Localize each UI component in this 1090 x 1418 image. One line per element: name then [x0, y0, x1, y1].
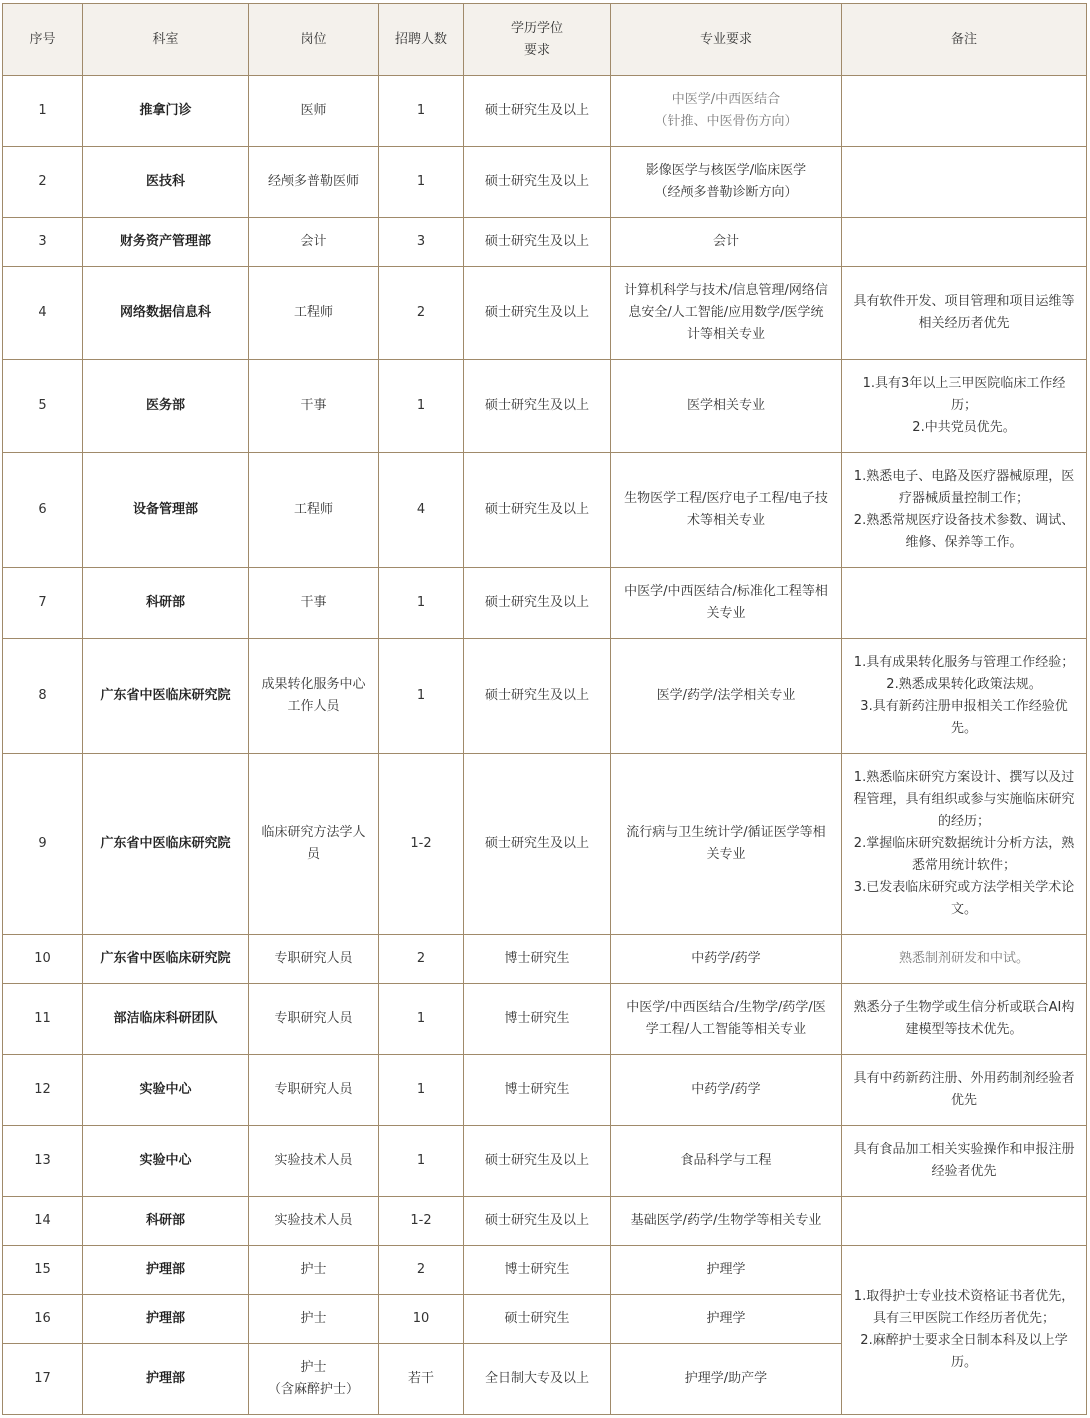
cell-edu: 博士研究生	[464, 1246, 611, 1295]
cell-edu: 博士研究生	[464, 935, 611, 984]
cell-post	[249, 935, 379, 984]
cell-note-line: 1.熟悉电子、电路及医疗器械原理，医	[853, 469, 1075, 484]
cell-post	[249, 1126, 379, 1197]
cell-major-line: 流行病与卫生统计学/循证医学等相	[626, 825, 826, 840]
cell-major	[611, 1126, 842, 1197]
cell-post-line: 会计	[300, 234, 327, 249]
cell-no: 9	[3, 754, 83, 935]
cell-note	[842, 639, 1087, 754]
header-no: 序号	[3, 4, 83, 76]
cell-note-line: 的经历；	[937, 814, 990, 829]
cell-post-line: 医师	[300, 103, 327, 118]
cell-no: 4	[3, 267, 83, 360]
table-row	[3, 76, 1087, 147]
cell-count: 1	[379, 568, 464, 639]
table-row	[3, 1055, 1087, 1126]
cell-no: 14	[3, 1197, 83, 1246]
table-row	[3, 639, 1087, 754]
cell-count: 1-2	[379, 754, 464, 935]
cell-edu: 硕士研究生及以上	[464, 267, 611, 360]
cell-note-line: 2.中共党员优先。	[912, 420, 1016, 435]
cell-major	[611, 1344, 842, 1415]
cell-note-line: 历。	[950, 1355, 977, 1370]
cell-post-line: （含麻醉护士）	[267, 1382, 359, 1397]
table-row	[3, 1246, 1087, 1295]
cell-major	[611, 267, 842, 360]
cell-no: 12	[3, 1055, 83, 1126]
cell-dept: 护理部	[83, 1246, 249, 1295]
cell-post-line: 工程师	[293, 305, 333, 320]
recruitment-table	[2, 3, 1087, 1415]
cell-post	[249, 568, 379, 639]
cell-post-line: 经颅多普勒医师	[267, 174, 359, 189]
cell-note	[842, 453, 1087, 568]
cell-edu: 硕士研究生及以上	[464, 1197, 611, 1246]
cell-no: 15	[3, 1246, 83, 1295]
cell-note	[842, 754, 1087, 935]
cell-major-line: 护理学/助产学	[684, 1371, 768, 1386]
cell-note	[842, 568, 1087, 639]
header-post: 岗位	[249, 4, 379, 76]
cell-note-line: 具有三甲医院工作经历者优先；	[872, 1311, 1055, 1326]
cell-major	[611, 639, 842, 754]
cell-post	[249, 218, 379, 267]
cell-count: 3	[379, 218, 464, 267]
cell-count: 1	[379, 984, 464, 1055]
table-header-row	[3, 4, 1087, 76]
cell-major	[611, 1246, 842, 1295]
cell-major-line: 中医学/中西医结合	[671, 92, 781, 107]
cell-major	[611, 76, 842, 147]
cell-note-line: 1.具有3年以上三甲医院临床工作经	[862, 376, 1066, 391]
cell-edu: 全日制大专及以上	[464, 1344, 611, 1415]
cell-major-line: 中药学/药学	[691, 951, 761, 966]
cell-note-line: 3.具有新药注册申报相关工作经验优	[860, 699, 1068, 714]
cell-note-line: 2.熟悉常规医疗设备技术参数、调试、	[853, 513, 1075, 528]
cell-post-line: 实验技术人员	[274, 1213, 353, 1228]
cell-edu: 硕士研究生及以上	[464, 360, 611, 453]
cell-note-line: 1.取得护士专业技术资格证书者优先，	[853, 1289, 1075, 1304]
cell-post-line: 护士	[300, 1311, 327, 1326]
cell-major	[611, 754, 842, 935]
cell-note-line: 3.已发表临床研究或方法学相关学术论	[853, 880, 1075, 895]
cell-note-line: 熟悉分子生物学或生信分析或联合AI构	[853, 1000, 1075, 1015]
cell-note-line: 文。	[950, 902, 977, 917]
cell-note-line: 熟悉制剂研发和中试。	[898, 951, 1029, 966]
cell-dept: 部洁临床科研团队	[83, 984, 249, 1055]
cell-note	[842, 76, 1087, 147]
cell-major	[611, 360, 842, 453]
cell-note-line: 1.熟悉临床研究方案设计、撰写以及过	[853, 770, 1075, 785]
cell-note-line: 2.熟悉成果转化政策法规。	[886, 677, 1042, 692]
cell-note-line: 具有中药新药注册、外用药制剂经验者	[853, 1071, 1075, 1086]
cell-major-line: 生物医学工程/医疗电子工程/电子技	[624, 491, 828, 506]
cell-dept: 设备管理部	[83, 453, 249, 568]
cell-post-line: 临床研究方法学人	[261, 825, 366, 840]
cell-note-line: 建模型等技术优先。	[905, 1022, 1023, 1037]
cell-note-line: 具有食品加工相关实验操作和申报注册	[853, 1142, 1075, 1157]
cell-edu: 硕士研究生及以上	[464, 76, 611, 147]
cell-note-line: 优先	[950, 1093, 977, 1108]
cell-post	[249, 984, 379, 1055]
cell-count: 1	[379, 639, 464, 754]
cell-note-nursing	[842, 1246, 1087, 1415]
cell-note	[842, 218, 1087, 267]
cell-post-line: 工程师	[293, 502, 333, 517]
cell-dept: 财务资产管理部	[83, 218, 249, 267]
header-edu-line: 要求	[523, 42, 550, 58]
cell-note	[842, 360, 1087, 453]
cell-note	[842, 1197, 1087, 1246]
table-row	[3, 147, 1087, 218]
cell-major-line: 中药学/药学	[691, 1082, 761, 1097]
table-row	[3, 218, 1087, 267]
header-dept: 科室	[83, 4, 249, 76]
cell-no: 11	[3, 984, 83, 1055]
cell-post-line: 员	[306, 847, 320, 862]
table-row	[3, 360, 1087, 453]
cell-count: 10	[379, 1295, 464, 1344]
cell-no: 3	[3, 218, 83, 267]
cell-dept: 护理部	[83, 1295, 249, 1344]
cell-post	[249, 1344, 379, 1415]
cell-edu: 硕士研究生及以上	[464, 639, 611, 754]
cell-note-line: 疗器械质量控制工作；	[898, 491, 1029, 506]
cell-major-line: （针推、中医骨伤方向）	[654, 114, 798, 129]
cell-dept: 实验中心	[83, 1126, 249, 1197]
cell-note-line: 相关经历者优先	[918, 316, 1010, 331]
cell-no: 7	[3, 568, 83, 639]
cell-no: 16	[3, 1295, 83, 1344]
cell-count: 1	[379, 360, 464, 453]
cell-edu: 硕士研究生	[464, 1295, 611, 1344]
cell-major-line: 息安全/人工智能/应用数学/医学统	[628, 305, 824, 320]
cell-no: 6	[3, 453, 83, 568]
header-edu	[464, 4, 611, 76]
cell-note-line: 程管理，具有组织或参与实施临床研究	[853, 792, 1075, 807]
cell-major-line: 会计	[712, 234, 739, 249]
cell-edu: 硕士研究生及以上	[464, 453, 611, 568]
cell-no: 13	[3, 1126, 83, 1197]
cell-dept: 广东省中医临床研究院	[83, 935, 249, 984]
cell-dept: 网络数据信息科	[83, 267, 249, 360]
cell-major-line: 护理学	[706, 1262, 746, 1277]
cell-post-line: 专职研究人员	[274, 1082, 353, 1097]
cell-major	[611, 1295, 842, 1344]
cell-post	[249, 76, 379, 147]
cell-edu: 硕士研究生及以上	[464, 568, 611, 639]
cell-dept: 实验中心	[83, 1055, 249, 1126]
cell-no: 1	[3, 76, 83, 147]
cell-post-line: 实验技术人员	[274, 1153, 353, 1168]
cell-post	[249, 1295, 379, 1344]
cell-major-line: 关专业	[706, 847, 746, 862]
table-row	[3, 1197, 1087, 1246]
cell-edu: 博士研究生	[464, 984, 611, 1055]
cell-major-line: （经颅多普勒诊断方向）	[654, 185, 798, 200]
cell-post-line: 工作人员	[287, 699, 340, 714]
cell-major	[611, 147, 842, 218]
cell-post-line: 专职研究人员	[274, 1011, 353, 1026]
cell-dept: 科研部	[83, 1197, 249, 1246]
cell-major	[611, 984, 842, 1055]
table-row	[3, 568, 1087, 639]
cell-post	[249, 754, 379, 935]
cell-note-line: 历；	[950, 398, 977, 413]
cell-dept: 科研部	[83, 568, 249, 639]
cell-major	[611, 568, 842, 639]
cell-edu: 硕士研究生及以上	[464, 754, 611, 935]
cell-count: 2	[379, 267, 464, 360]
table-row	[3, 754, 1087, 935]
cell-dept: 广东省中医临床研究院	[83, 639, 249, 754]
cell-no: 10	[3, 935, 83, 984]
cell-note-line: 经验者优先	[931, 1164, 997, 1179]
cell-post-line: 护士	[300, 1262, 327, 1277]
cell-count: 4	[379, 453, 464, 568]
cell-dept: 护理部	[83, 1344, 249, 1415]
cell-post-line: 干事	[300, 595, 327, 610]
cell-major-line: 医学相关专业	[686, 398, 765, 413]
cell-count: 1	[379, 1055, 464, 1126]
table-row	[3, 935, 1087, 984]
table-row	[3, 267, 1087, 360]
header-edu-line: 学历学位	[510, 20, 563, 36]
cell-count: 1	[379, 76, 464, 147]
cell-post	[249, 147, 379, 218]
cell-count: 1	[379, 1126, 464, 1197]
cell-post	[249, 639, 379, 754]
cell-edu: 博士研究生	[464, 1055, 611, 1126]
cell-count: 若干	[379, 1344, 464, 1415]
cell-major-line: 护理学	[706, 1311, 746, 1326]
cell-major-line: 中医学/中西医结合/生物学/药学/医	[626, 1000, 826, 1015]
cell-note	[842, 267, 1087, 360]
cell-major-line: 医学/药学/法学相关专业	[656, 688, 796, 703]
cell-post-line: 护士	[300, 1360, 327, 1375]
cell-note-line: 1.具有成果转化服务与管理工作经验；	[853, 655, 1075, 670]
cell-post	[249, 1197, 379, 1246]
cell-no: 5	[3, 360, 83, 453]
cell-dept: 医务部	[83, 360, 249, 453]
cell-major-line: 计等相关专业	[686, 327, 765, 342]
header-count: 招聘人数	[379, 4, 464, 76]
cell-post-line: 成果转化服务中心	[261, 677, 366, 692]
cell-major	[611, 453, 842, 568]
cell-note	[842, 1055, 1087, 1126]
cell-post	[249, 453, 379, 568]
cell-post	[249, 1055, 379, 1126]
header-note: 备注	[842, 4, 1087, 76]
cell-post-line: 干事	[300, 398, 327, 413]
table-body	[3, 76, 1087, 1415]
cell-no: 8	[3, 639, 83, 754]
cell-count: 2	[379, 935, 464, 984]
cell-note	[842, 1126, 1087, 1197]
cell-dept: 医技科	[83, 147, 249, 218]
cell-dept: 推拿门诊	[83, 76, 249, 147]
cell-note	[842, 147, 1087, 218]
cell-dept: 广东省中医临床研究院	[83, 754, 249, 935]
cell-major-line: 关专业	[706, 606, 746, 621]
cell-major-line: 计算机科学与技术/信息管理/网络信	[624, 283, 828, 298]
cell-count: 1-2	[379, 1197, 464, 1246]
cell-no: 17	[3, 1344, 83, 1415]
cell-no: 2	[3, 147, 83, 218]
cell-count: 2	[379, 1246, 464, 1295]
cell-major	[611, 935, 842, 984]
cell-note-line: 2.掌握临床研究数据统计分析方法，熟	[853, 836, 1075, 851]
table-row	[3, 453, 1087, 568]
cell-post	[249, 360, 379, 453]
cell-major-line: 影像医学与核医学/临床医学	[645, 163, 807, 178]
cell-edu: 硕士研究生及以上	[464, 1126, 611, 1197]
cell-major	[611, 218, 842, 267]
cell-major-line: 中医学/中西医结合/标准化工程等相	[624, 584, 828, 599]
cell-post	[249, 267, 379, 360]
cell-major-line: 术等相关专业	[686, 513, 765, 528]
cell-major-line: 基础医学/药学/生物学等相关专业	[630, 1213, 822, 1228]
cell-note-line: 先。	[950, 721, 977, 736]
cell-major	[611, 1197, 842, 1246]
cell-note-line: 具有软件开发、项目管理和项目运维等	[853, 294, 1075, 309]
cell-major-line: 食品科学与工程	[680, 1153, 772, 1168]
cell-post	[249, 1246, 379, 1295]
cell-edu: 硕士研究生及以上	[464, 147, 611, 218]
table-row	[3, 984, 1087, 1055]
cell-edu: 硕士研究生及以上	[464, 218, 611, 267]
table-row	[3, 1126, 1087, 1197]
cell-note-line: 悉常用统计软件；	[911, 858, 1016, 873]
cell-note-line: 维修、保养等工作。	[905, 535, 1023, 550]
cell-major	[611, 1055, 842, 1126]
cell-note	[842, 935, 1087, 984]
cell-major-line: 学工程/人工智能等相关专业	[645, 1022, 807, 1037]
cell-note-line: 2.麻醉护士要求全日制本科及以上学	[860, 1333, 1068, 1348]
header-major: 专业要求	[611, 4, 842, 76]
recruitment-table-wrapper	[2, 3, 1087, 1415]
cell-post-line: 专职研究人员	[274, 951, 353, 966]
cell-count: 1	[379, 147, 464, 218]
cell-note	[842, 984, 1087, 1055]
